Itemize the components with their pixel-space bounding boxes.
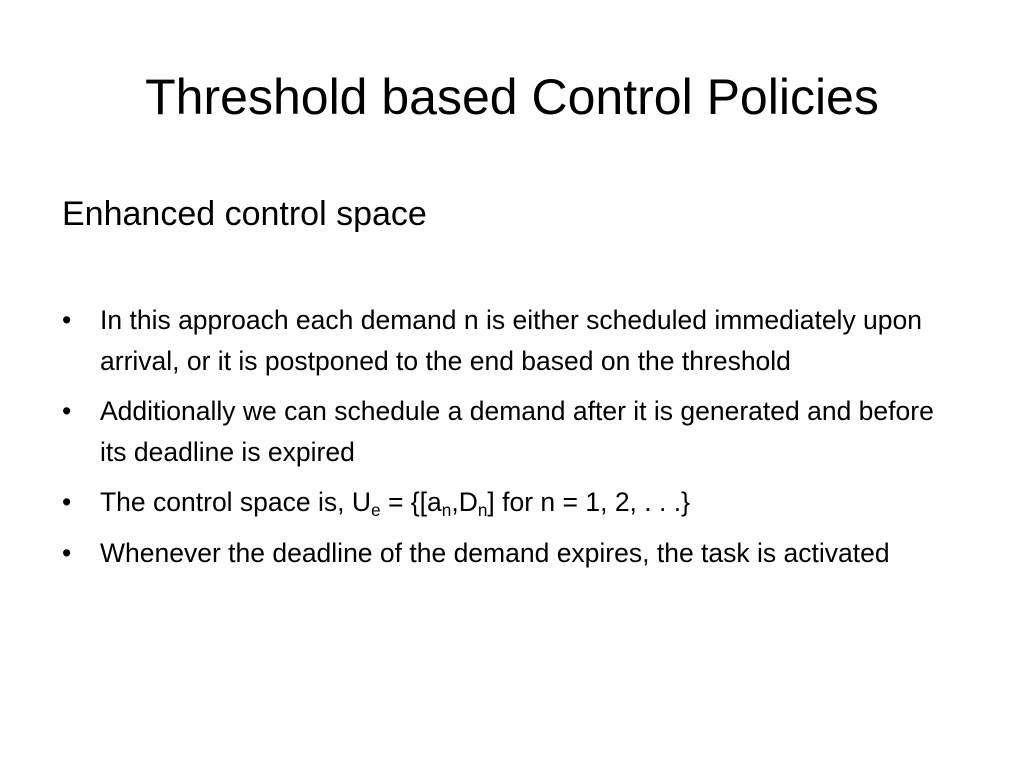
slide-title: Threshold based Control Policies: [145, 69, 879, 125]
bullet-text: Additionally we can schedule a demand after it is generated and before its deadline is expired: [100, 396, 934, 467]
formula-subscript: n: [441, 500, 452, 521]
bullet-text: Whenever the deadline of the demand expires, the task is activated: [100, 537, 890, 568]
bullet-text-formula: [100, 487, 690, 521]
bullet-icon: •: [62, 537, 72, 568]
formula-text: The control space is, U: [100, 487, 372, 517]
formula-text: ,D: [451, 487, 478, 517]
bullet-item: [62, 533, 962, 574]
formula-subscript: e: [371, 500, 381, 521]
bullet-icon: •: [62, 487, 72, 517]
slide-subtitle: Enhanced control space: [62, 195, 427, 233]
formula-text: ] for n = 1, 2, . . .}: [487, 487, 690, 517]
bullet-item: [62, 300, 962, 381]
bullet-icon: •: [62, 305, 72, 335]
bullet-text: In this approach each demand n is either scheduled immediately upon arrival, or it is postponed to the end based on the threshold: [100, 305, 923, 376]
bullet-icon: •: [62, 396, 72, 426]
bullet-item: [62, 391, 962, 472]
bullet-list: [62, 300, 962, 583]
bullet-item: [62, 482, 962, 523]
formula-text: = {[a: [380, 487, 442, 517]
formula-subscript: n: [477, 500, 488, 521]
